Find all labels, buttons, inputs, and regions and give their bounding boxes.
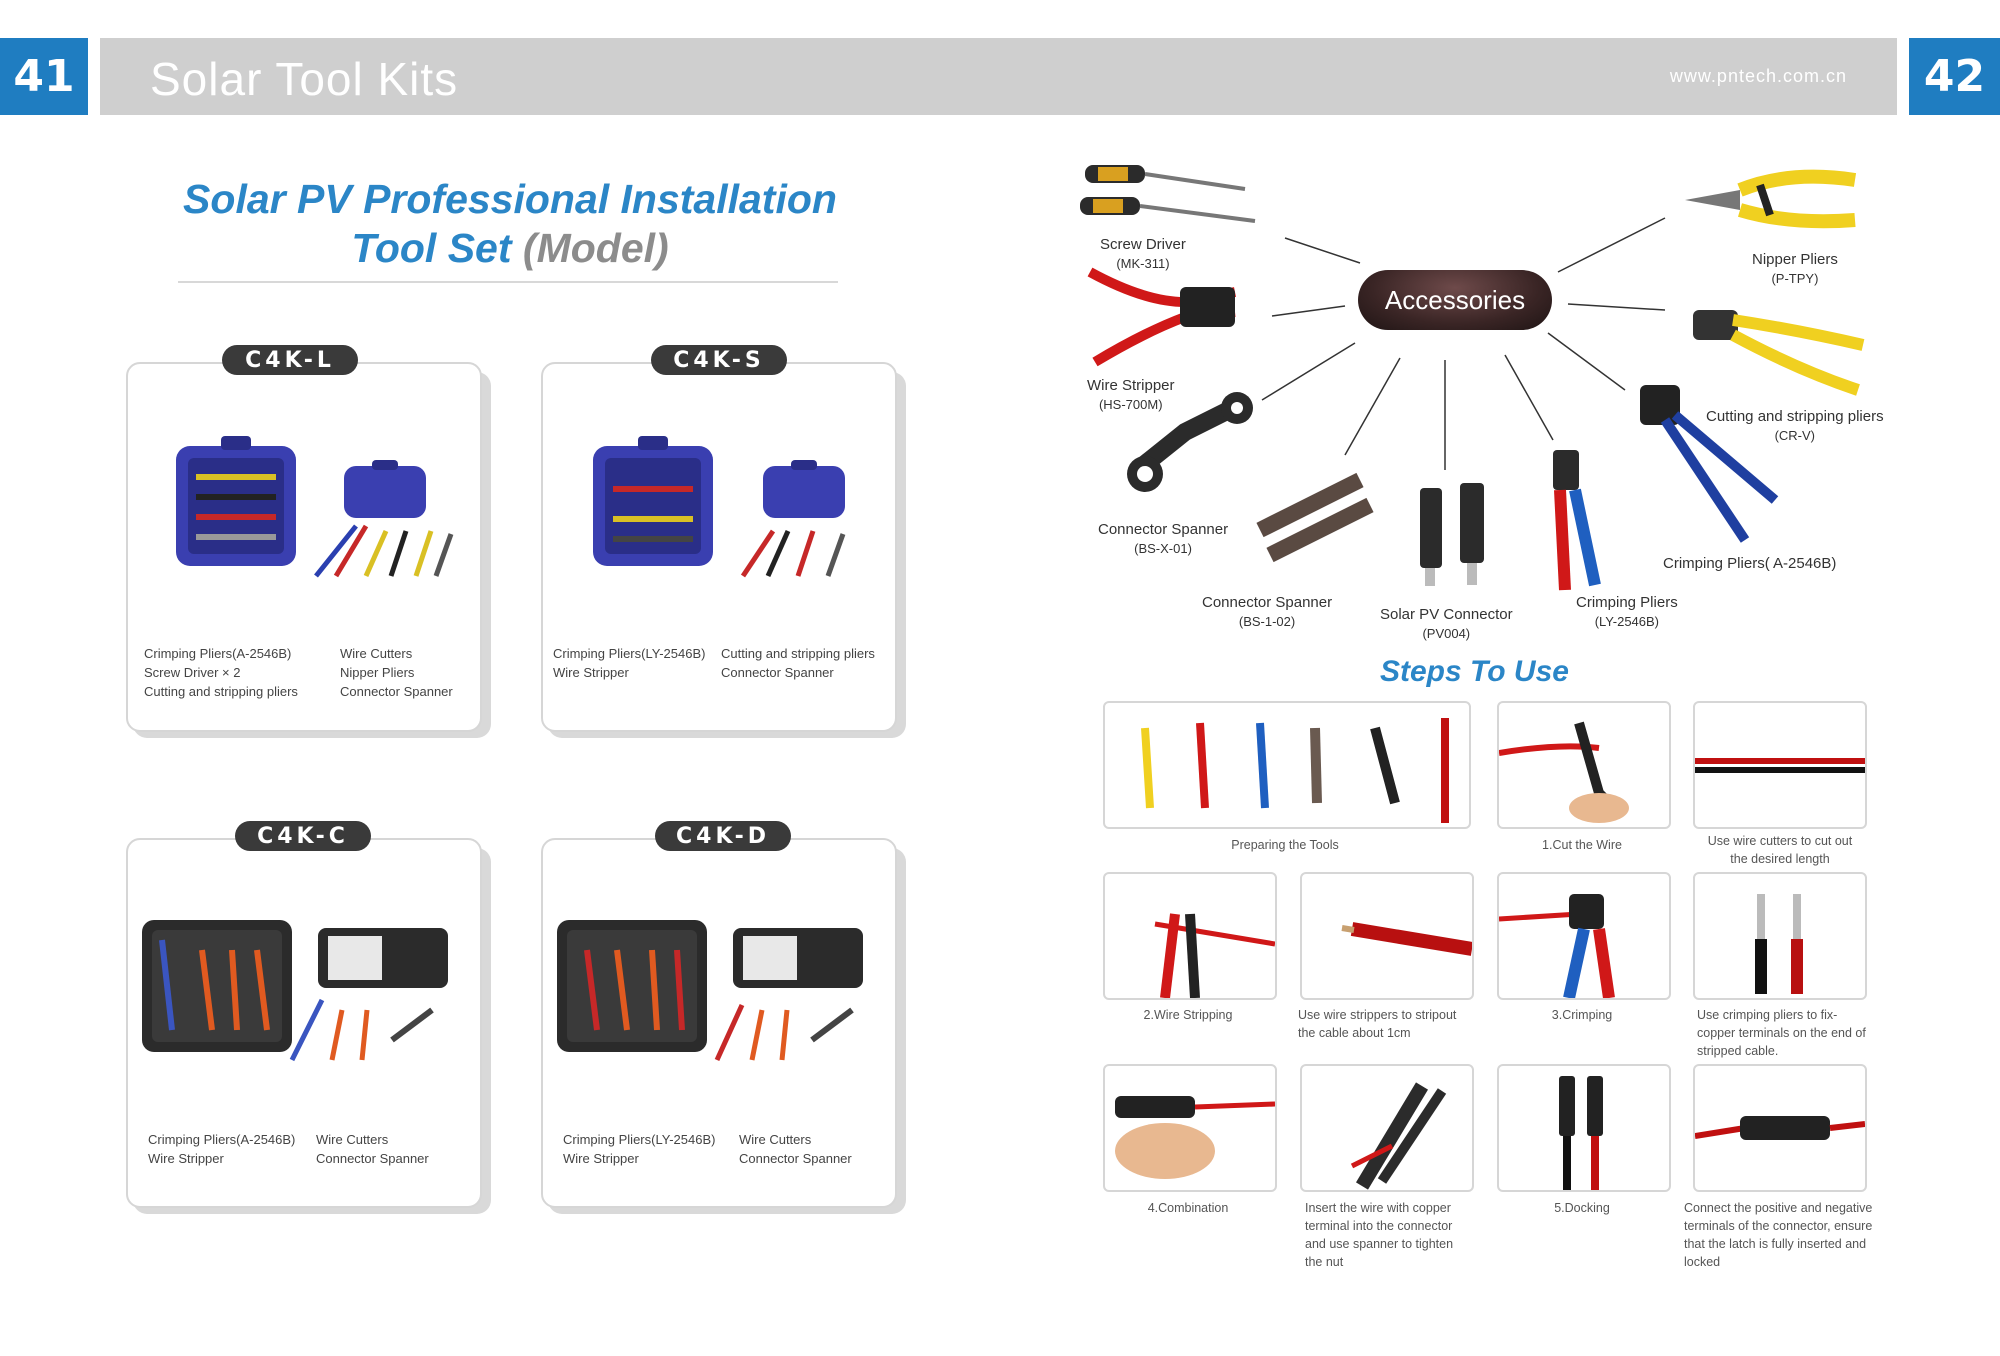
kit-card-c4k-c[interactable] — [126, 838, 482, 1208]
accessory-name: Screw Driver — [1100, 236, 1186, 253]
accessory-label-cutting-stripping-pliers — [1706, 407, 1884, 445]
title-muted-part: (Model) — [522, 225, 669, 271]
accessory-label-connector-spanner-bsx — [1098, 520, 1228, 558]
accessory-name: Connector Spanner — [1098, 521, 1229, 538]
step-image-crimp-result — [1693, 872, 1867, 1000]
step-caption: 3.Crimping — [1551, 1008, 1613, 1022]
kit-item: Connector Spanner — [316, 1151, 429, 1166]
kit-item: Crimping Pliers(A-2546B) — [148, 1132, 296, 1147]
accessory-label-solar-pv-connector — [1380, 605, 1513, 643]
step-caption: 4.Combination — [1147, 1201, 1229, 1215]
nipper-pliers-icon — [1680, 160, 1860, 240]
step-caption: Use wire cutters to cut out the desired length — [1707, 834, 1853, 866]
website-url[interactable]: www.pntech.com.cn — [1669, 66, 1847, 86]
step-caption: Use crimping pliers to fix-copper terminals on the end of stripped cable. — [1697, 1008, 1866, 1058]
step-image-preparing-tools — [1103, 701, 1471, 829]
accessory-label-connector-spanner-bs1 — [1202, 593, 1332, 631]
accessory-name: Solar PV Connector — [1380, 606, 1513, 623]
step-image-wire-stripping — [1103, 872, 1277, 1000]
kit-item: Wire Stripper — [148, 1151, 224, 1166]
accessory-label-crimping-pliers-a — [1663, 554, 1836, 573]
accessory-code: (P-TPY) — [1771, 271, 1819, 286]
step-image-docking — [1497, 1064, 1671, 1192]
step-caption: Insert the wire with copper terminal into the connector and use spanner to tighten the nut — [1305, 1201, 1454, 1269]
kit-label-c4k-s: C4K-S — [651, 345, 787, 375]
step-image-cut-wire — [1497, 701, 1671, 829]
right-page-number: 42 — [1909, 38, 2000, 115]
kit-c4k-d-items-col1 — [563, 1130, 715, 1168]
accessory-code: (PV004) — [1422, 626, 1471, 641]
step-image-tighten-nut — [1300, 1064, 1474, 1192]
step-image-docking-result — [1693, 1064, 1867, 1192]
kit-c4k-c-product-image — [142, 910, 472, 1070]
accessory-label-wire-stripper — [1087, 376, 1175, 414]
kit-item: Cutting and stripping pliers — [144, 684, 298, 699]
kit-item: Connector Spanner — [739, 1151, 852, 1166]
solar-pv-connector-icon — [1405, 478, 1505, 588]
page-title: Solar Tool Kits — [150, 53, 459, 105]
kit-c4k-c-items-col2 — [316, 1130, 429, 1168]
steps-title: Steps To Use — [1380, 655, 1569, 688]
accessory-code: (MK-311) — [1116, 256, 1170, 271]
kit-item: Cutting and stripping pliers — [721, 646, 875, 661]
kit-item: Wire Cutters — [739, 1132, 812, 1147]
kit-label-c4k-l: C4K-L — [222, 345, 358, 375]
step-image-cut-result — [1693, 701, 1867, 829]
step-caption: Preparing the Tools — [1231, 838, 1339, 852]
kit-item: Wire Cutters — [340, 646, 413, 661]
accessories-badge: Accessories — [1358, 270, 1552, 330]
kit-c4k-c-items-col1 — [148, 1130, 295, 1168]
connector-spanner-2-icon — [1250, 470, 1380, 565]
accessory-name: Crimping Pliers — [1576, 594, 1678, 611]
kit-label-c4k-d: C4K-D — [655, 821, 791, 851]
cutting-stripping-pliers-icon — [1688, 300, 1868, 400]
step-caption: 2.Wire Stripping — [1143, 1008, 1233, 1022]
kit-item: Connector Spanner — [721, 665, 834, 680]
accessory-code: (BS-X-01) — [1134, 541, 1192, 556]
kit-item: Wire Stripper — [563, 1151, 639, 1166]
accessory-name: Connector Spanner — [1202, 594, 1333, 611]
kit-label-c4k-c: C4K-C — [235, 821, 371, 851]
screwdriver-icon — [1080, 155, 1260, 235]
kit-item: Crimping Pliers(LY-2546B) — [563, 1132, 716, 1147]
accessory-code: (LY-2546B) — [1594, 614, 1660, 629]
step-image-crimping — [1497, 872, 1671, 1000]
kit-card-c4k-d[interactable] — [541, 838, 897, 1208]
kit-item: Wire Cutters — [316, 1132, 389, 1147]
crimping-pliers-ly-icon — [1545, 445, 1625, 595]
kit-item: Screw Driver × 2 — [144, 665, 241, 680]
accessory-label-nipper-pliers — [1752, 250, 1838, 288]
crimping-pliers-a-icon — [1635, 380, 1785, 550]
accessory-name: Crimping Pliers( A-2546B) — [1663, 555, 1837, 572]
step-caption: Use wire strippers to stripout the cable about 1cm — [1298, 1008, 1457, 1040]
kit-item: Crimping Pliers(A-2546B) — [144, 646, 292, 661]
title-line-1: Solar PV Professional Installation — [183, 176, 837, 222]
kit-c4k-d-product-image — [557, 910, 887, 1070]
kit-item: Connector Spanner — [340, 684, 453, 699]
title-bold-part: Tool Set — [351, 225, 512, 271]
wire-stripper-icon — [1085, 262, 1245, 372]
step-caption: Connect the positive and negative terminals of the connector, ensure that the latch is fully inserted and locked — [1684, 1201, 1873, 1269]
accessory-name: Cutting and stripping pliers — [1706, 408, 1884, 425]
step-caption: 5.Docking — [1554, 1201, 1610, 1215]
accessory-name: Nipper Pliers — [1752, 251, 1838, 268]
accessory-code: (CR-V) — [1774, 428, 1816, 443]
accessory-label-crimping-pliers-ly — [1576, 593, 1678, 631]
step-caption: 1.Cut the Wire — [1542, 838, 1622, 852]
kit-item: Crimping Pliers(LY-2546B) — [553, 646, 706, 661]
kit-item: Wire Stripper — [553, 665, 629, 680]
step-image-strip-result — [1300, 872, 1474, 1000]
step-image-combination — [1103, 1064, 1277, 1192]
accessory-name: Wire Stripper — [1087, 377, 1175, 394]
accessory-code: (BS-1-02) — [1238, 614, 1296, 629]
accessory-code: (HS-700M) — [1098, 397, 1163, 412]
left-page-number: 41 — [0, 38, 88, 115]
accessory-label-screw-driver — [1100, 235, 1186, 273]
kit-item: Nipper Pliers — [340, 665, 415, 680]
kit-c4k-d-items-col2 — [739, 1130, 852, 1168]
